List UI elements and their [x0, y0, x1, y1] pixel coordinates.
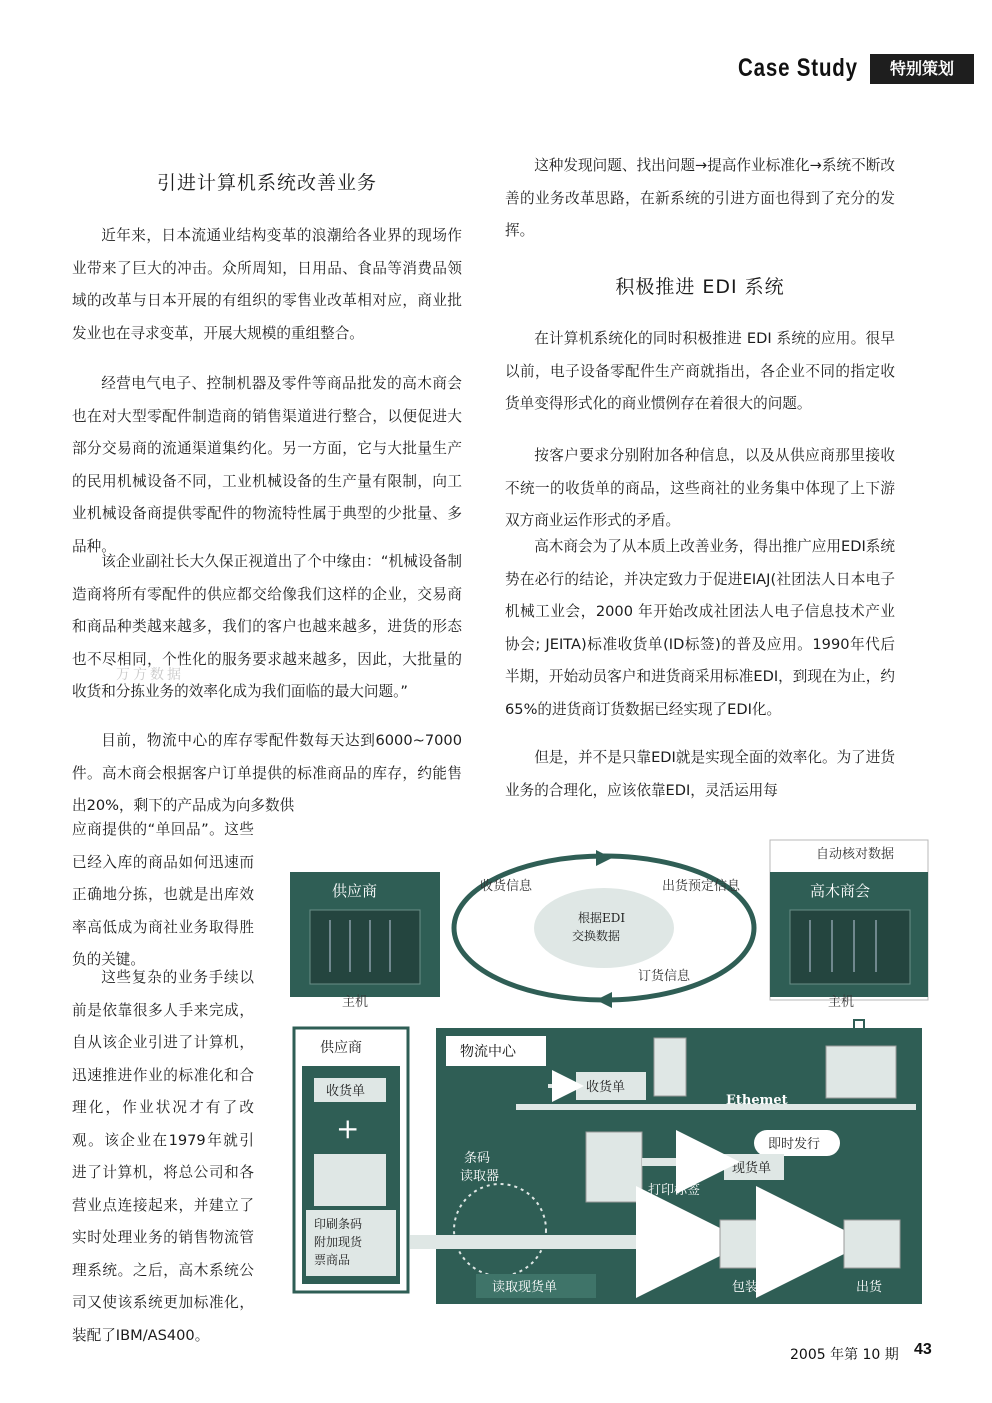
print-line-2: 附加现货	[314, 1235, 363, 1249]
left-heading: 引进计算机系统改善业务	[156, 172, 377, 194]
barcode-line-2: 读取器	[460, 1169, 500, 1184]
left-paragraph-4-cont: 应商提供的“单回品”。这些已经入库的商品如何迅速而正确地分拣，也就是出库效率高低成为商社业务取得胜负的关键。	[72, 821, 254, 968]
center-blob	[534, 888, 674, 968]
right-paragraph-0: 这种发现问题、找出问题→提高作业标准化→系统不断改善的业务改革思路，在新系统的引进方面也得到了充分的发挥。	[505, 157, 895, 239]
right-paragraph-1: 在计算机系统化的同时积极推进 EDI 系统的应用。很早以前，电子设备零配件生产商就指出，各企业不同的指定收货单变得形式化的商业惯例存在着很大的问题。	[505, 330, 895, 412]
supplier-box-label: 供应商	[332, 882, 378, 900]
logistics-center-label: 物流中心	[460, 1044, 516, 1060]
edi-flow-diagram	[280, 832, 932, 1308]
takagi-box-label: 高木商会	[810, 882, 871, 900]
takagi-server-rack	[790, 910, 910, 984]
ethernet-bus	[516, 1104, 916, 1110]
left-paragraph-3: 该企业副社长大久保正视道出了个中缘由：“机械设备制造商将所有零配件的供应都交给像我们这样的企业，交易商和商品种类越来越多，我们的客户也越来越多，进货的形态也不尽相同，个性化的服务要求越来越多，因此，大批量的收货和分拣业务的效率化成为我们面临的最大问题。”	[72, 553, 462, 700]
header-case-study: Case Study	[738, 54, 858, 82]
file-cabinet	[654, 1038, 686, 1096]
right-heading: 积极推进 EDI 系统	[615, 276, 785, 298]
supplier-panel-label: 供应商	[320, 1040, 362, 1056]
left-paragraph-4: 目前，物流中心的库存零配件数每天达到6000~7000件。高木商会根据客户订单提供的标准商品的库存，约能售出20%，剩下的产品成为向多数供	[72, 732, 462, 814]
print-line-1: 印刷条码	[314, 1217, 363, 1231]
ship-info-label: 出货预定信息	[662, 879, 741, 894]
left-paragraph-2: 经营电气电子、控制机器及零件等商品批发的高木商会也在对大型零配件制造商的销售渠道进行整合，以便促进大部分交易商的流通渠道集约化。另一方面，它与大批量生产的民用机械设备不同，工业机械设备的生产量有限制，向工业机械设备商提供零配件的物流特性属于典型的少批量、多品种。	[72, 375, 462, 555]
left-paragraph-5: 这些复杂的业务手续以前是依靠很多人手来完成，自从该企业引进了计算机，迅速推进作业的标准化和合理化，作业状况才有了改观。该企业在1979年就引进了计算机，将总公司和各营业点连接起来，并建立了实时处理业务的销售物流管理系统。之后，高木系统公司又使该系统更加标准化，装配了IBM/AS400。	[72, 969, 254, 1344]
supplier-server-rack	[310, 910, 420, 984]
shipping-label: 出货	[856, 1280, 883, 1295]
page-number: 43	[914, 1341, 932, 1358]
instant-issue-label: 即时发行	[768, 1137, 821, 1152]
boxes-stack	[314, 1154, 386, 1206]
pc-workstation	[826, 1046, 896, 1098]
host-right-label: 主机	[828, 995, 855, 1010]
packing-label: 包装	[732, 1280, 759, 1295]
order-info-label: 订货信息	[638, 969, 691, 984]
barcode-line-1: 条码	[464, 1151, 491, 1166]
print-label-label: 打印标签	[648, 1183, 701, 1198]
shipping-box	[844, 1220, 900, 1268]
read-invoice-label: 读取现货单	[492, 1280, 558, 1295]
invoice-label: 现货单	[732, 1161, 772, 1176]
footer-issue: 2005 年第 10 期	[790, 1347, 899, 1363]
top-right-label: 自动核对数据	[816, 847, 895, 862]
ethernet-label: Ethemet	[726, 1093, 788, 1108]
host-left-label: 主机	[342, 995, 369, 1010]
packing-box	[720, 1220, 778, 1268]
cycle-arrow-top	[596, 850, 612, 866]
cycle-arrow-bottom	[596, 992, 612, 1008]
receipt-slip-2-label: 收货单	[586, 1080, 626, 1095]
receive-info-label: 收货信息	[480, 879, 533, 894]
right-paragraph-4: 但是，并不是只靠EDI就是实现全面的效率化。为了进货业务的合理化，应该依靠EDI，灵活运用每	[505, 749, 895, 799]
label-printer	[586, 1132, 642, 1202]
right-paragraph-3: 高木商会为了从本质上改善业务，得出推广应用EDI系统势在必行的结论，并决定致力于促进EIAJ(社团法人日本电子机械工业会，2000 年开始改成社团法人电子信息技术产业协会; JEITA)标准收货单(ID标签)的普及应用。1990年代后半期，开始动员客户和进货商采用标准EDI，到现在为止，约65%的进货商订货数据已经实现了EDI化。	[505, 538, 895, 718]
watermark: 万方数据	[116, 667, 184, 683]
center-line-2: 交换数据	[572, 929, 621, 943]
center-line-1: 根据EDI	[578, 911, 626, 925]
right-paragraph-2: 按客户要求分别附加各种信息，以及从供应商那里接收不统一的收货单的商品，这些商社的业务集中体现了上下游双方商业运作形式的矛盾。	[505, 447, 895, 529]
left-paragraph-1: 近年来，日本流通业结构变革的浪潮给各业界的现场作业带来了巨大的冲击。众所周知，日用品、食品等消费品领域的改革与日本开展的有组织的零售业改革相对应，商业批发业也在寻求变革，开展大规模的重组整合。	[72, 227, 462, 342]
receipt-slip-label: 收货单	[326, 1084, 366, 1099]
section-tag: 特别策划	[870, 54, 974, 84]
plus-sign: +	[336, 1112, 360, 1145]
print-line-3: 票商品	[314, 1253, 351, 1267]
